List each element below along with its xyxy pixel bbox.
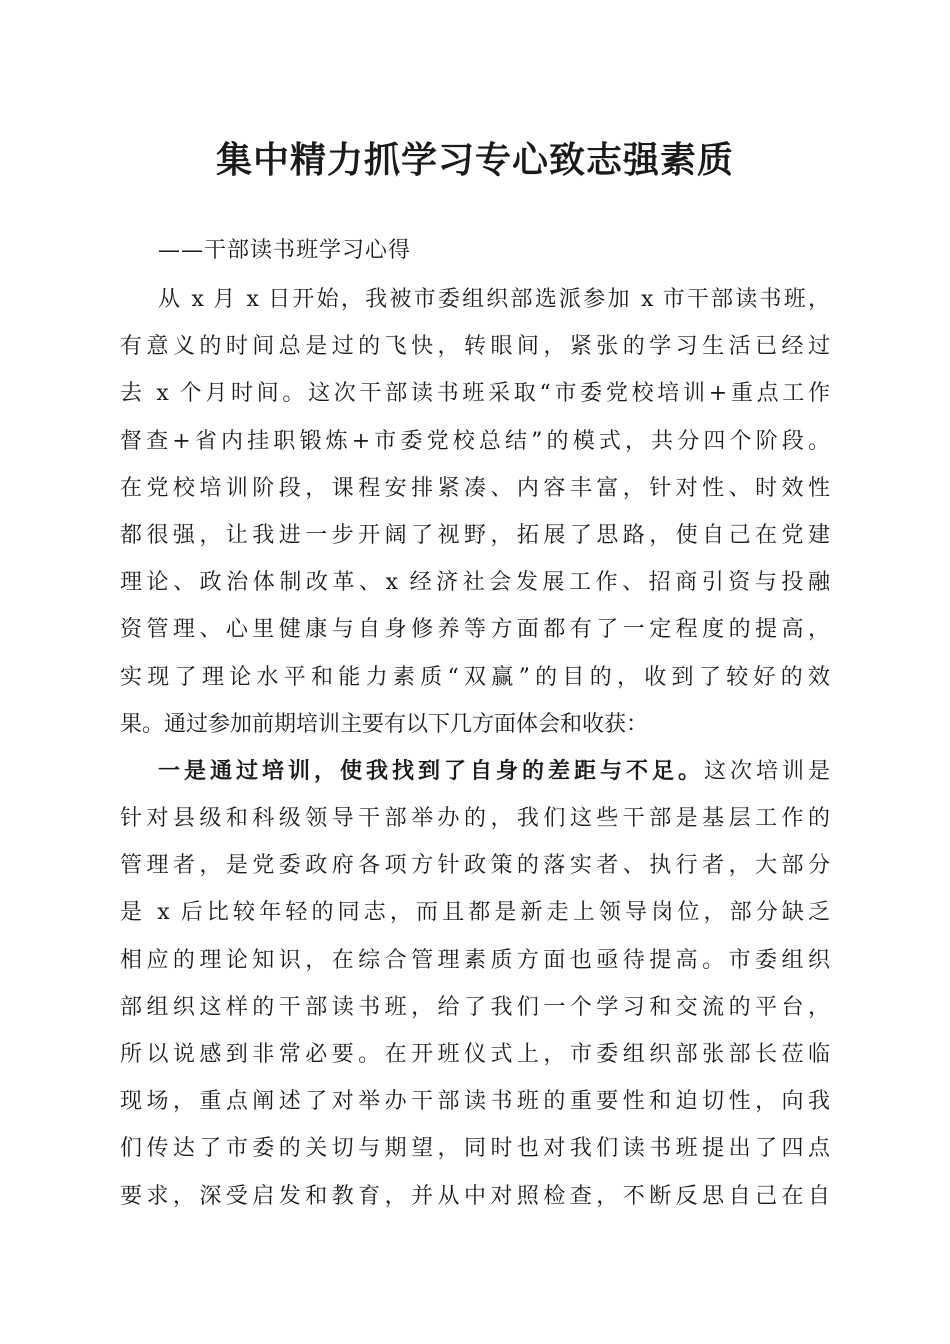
paragraph-1-line: 果。通过参加前期培训主要有以下几方面体会和收获： <box>120 711 649 737</box>
paragraph-1-line: 从 x 月 x 日开始，我被市委组织部选派参加 x 市干部读书班， <box>158 287 830 312</box>
paragraph-1-line: 有意义的时间总是过的飞快，转眼间，紧张的学习生活已经过 <box>120 334 830 360</box>
paragraph-1-line: 都很强，让我进一步开阔了视野，拓展了思路，使自己在党建 <box>120 522 830 548</box>
paragraph-1-line: 理论、政治体制改革、x 经济社会发展工作、招商引资与投融 <box>120 570 830 596</box>
document-body <box>120 276 830 1220</box>
paragraph-2-first-line <box>120 748 830 795</box>
paragraph-2-lead: 一是通过培训，使我找到了自身的差距与不足。 <box>158 757 704 784</box>
paragraph-2-line: 针对县级和科级领导干部举办的，我们这些干部是基层工作的 <box>120 806 830 832</box>
paragraph-1-line: 在党校培训阶段，课程安排紧凑、内容丰富，针对性、时效性 <box>120 475 830 501</box>
page-title: 集中精力抓学习专心致志强素质 <box>215 139 734 181</box>
paragraph-1-line: 去 x 个月时间。这次干部读书班采取“市委党校培训+重点工作 <box>120 381 830 407</box>
paragraph-2-line: 管理者，是党委政府各项方针政策的落实者、执行者，大部分 <box>120 853 830 879</box>
paragraph-1-line: 资管理、心里健康与自身修养等方面都有了一定程度的提高， <box>120 617 830 643</box>
paragraph-2-line: 部组织这样的干部读书班，给了我们一个学习和交流的平台， <box>120 994 830 1020</box>
paragraph-1-line: 督查+省内挂职锻炼+市委党校总结”的模式，共分四个阶段。 <box>120 428 830 454</box>
paragraph-2-line: 相应的理论知识，在综合管理素质方面也亟待提高。市委组织 <box>120 947 830 973</box>
subtitle: ——干部读书班学习心得 <box>158 238 412 263</box>
paragraph-2-first-rest: 这次培训是 <box>703 758 830 784</box>
paragraph-1-line: 实现了理论水平和能力素质“双赢”的目的，收到了较好的效 <box>120 664 830 690</box>
paragraph-2-line: 所以说感到非常必要。在开班仪式上，市委组织部张部长莅临 <box>120 1042 830 1067</box>
paragraph-2-line: 现场，重点阐述了对举办干部读书班的重要性和迫切性，向我 <box>120 1089 830 1115</box>
paragraph-2-line: 要求，深受启发和教育，并从中对照检查，不断反思自己在自 <box>120 1183 830 1209</box>
paragraph-2-line: 是 x 后比较年轻的同志，而且都是新走上领导岗位，部分缺乏 <box>120 900 830 926</box>
paragraph-2-line: 们传达了市委的关切与期望，同时也对我们读书班提出了四点 <box>120 1136 830 1162</box>
